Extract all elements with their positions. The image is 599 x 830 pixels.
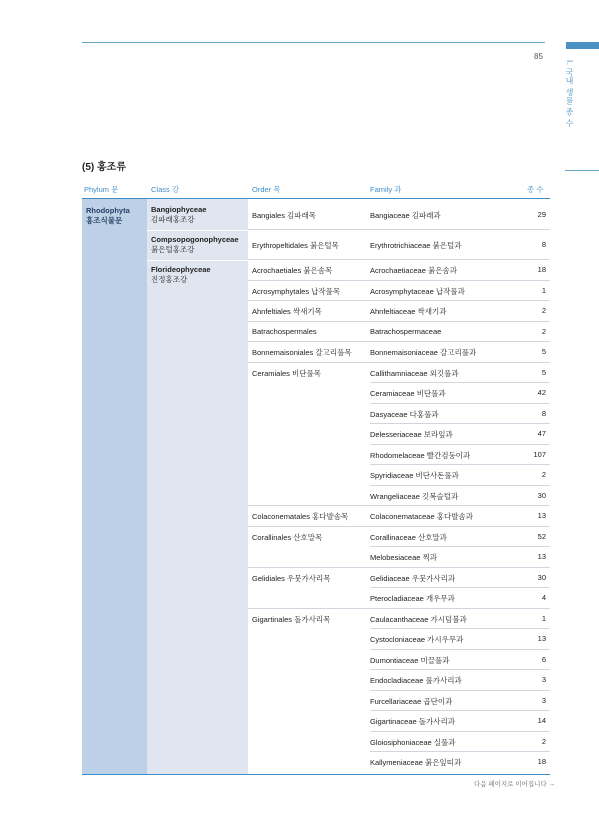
table-row — [248, 301, 550, 322]
family-cell: Endocladiaceae 풀가사리과 — [370, 676, 462, 685]
table-row — [248, 230, 550, 260]
count-cell: 30 — [537, 490, 546, 500]
count-cell: 13 — [537, 634, 546, 643]
count-cell: 4 — [541, 593, 546, 602]
table-row — [248, 506, 550, 527]
class-name-ko: 진정홍조강 — [151, 275, 188, 284]
chapter-tab-marker — [566, 42, 599, 49]
count-cell: 47 — [537, 429, 546, 438]
table-row — [248, 691, 550, 712]
header-order: Order 목 — [252, 185, 281, 194]
header-count: 종 수 — [527, 185, 544, 194]
table-row — [248, 629, 550, 650]
family-cell: Gigartinaceae 돌가사리과 — [370, 717, 456, 726]
order-cell: Acrosymphytales 납작풀목 — [252, 286, 341, 296]
order-cell: Bonnemaisoniales 갈고리풀목 — [252, 348, 352, 357]
family-cell: Acrochaetiaceae 붉은솜과 — [370, 266, 457, 275]
page-number: 85 — [534, 52, 543, 61]
class-cell — [151, 265, 211, 285]
family-cell: Erythrotrichiaceae 붉은털과 — [370, 241, 462, 250]
count-cell: 8 — [541, 408, 546, 418]
class-cell — [151, 205, 206, 225]
family-cell: Bangiaceae 김파래과 — [370, 211, 441, 220]
table-row — [248, 260, 550, 281]
family-cell: Delesseriaceae 보라잎과 — [370, 430, 453, 439]
count-cell: 1 — [541, 613, 546, 623]
count-cell: 18 — [537, 757, 546, 766]
family-cell: Acrosymphytaceae 납작풀과 — [370, 286, 465, 296]
chapter-tab-rule — [565, 170, 599, 171]
family-cell: Melobesiaceae 찍과 — [370, 553, 438, 562]
class-name-en: Florideophyceae — [151, 265, 211, 274]
family-cell: Furcellariaceae 곱단이과 — [370, 696, 453, 706]
family-cell: Ceramiaceae 비단풀과 — [370, 389, 446, 398]
order-cell: Acrochaetiales 붉은솜목 — [252, 266, 333, 275]
family-cell: Wrangeliaceae 깃복슬털과 — [370, 491, 459, 501]
class-name-ko: 붉은털홍조강 — [151, 245, 195, 254]
continue-note: 다음 페이지로 이어집니다 → — [474, 781, 555, 788]
family-cell: Pterocladiaceae 개우무과 — [370, 594, 455, 603]
table-row — [248, 650, 550, 671]
table-row — [248, 547, 550, 568]
count-cell: 13 — [537, 552, 546, 561]
count-cell: 29 — [537, 210, 546, 219]
family-cell: Cystocloniaceae 가시우무과 — [370, 635, 464, 644]
table-row — [248, 281, 550, 302]
count-cell: 13 — [537, 511, 546, 520]
table-row — [248, 465, 550, 486]
count-cell: 42 — [537, 388, 546, 397]
count-cell: 18 — [537, 265, 546, 274]
table-row — [248, 486, 550, 507]
family-cell: Rhodomelaceae 빨간검둥이과 — [370, 450, 471, 460]
table-row — [248, 711, 550, 732]
count-cell: 2 — [541, 470, 546, 479]
class-divider — [147, 230, 248, 231]
table-row — [248, 609, 550, 630]
class-cell — [151, 235, 239, 255]
table-row — [248, 383, 550, 404]
table-row — [248, 588, 550, 609]
table-row — [248, 322, 550, 343]
count-cell: 5 — [541, 347, 546, 356]
class-divider — [147, 260, 248, 261]
count-cell: 107 — [533, 449, 546, 459]
table-row — [248, 752, 550, 773]
header-class: Class 강 — [151, 185, 180, 194]
order-cell: Erythropeltidales 붉은털목 — [252, 241, 339, 250]
count-cell: 2 — [541, 326, 546, 336]
count-cell: 14 — [537, 716, 546, 725]
family-cell: Caulacanthaceae 가시덤불과 — [370, 614, 467, 624]
count-cell: 5 — [541, 367, 546, 377]
header-family: Family 과 — [370, 185, 402, 194]
table-row — [248, 732, 550, 753]
family-cell: Dasyaceae 다홍풀과 — [370, 409, 439, 419]
class-column — [147, 199, 248, 774]
order-cell: Corallinales 산호말목 — [252, 532, 323, 542]
family-cell: Gloiosiphoniaceae 실풀과 — [370, 737, 456, 747]
table-row — [248, 363, 550, 384]
order-cell: Bangiales 김파래목 — [252, 211, 317, 220]
phylum-column — [82, 199, 147, 774]
count-cell: 6 — [541, 654, 546, 664]
table-row — [248, 670, 550, 691]
count-cell: 1 — [541, 285, 546, 295]
chapter-tab-label: I. 국내 생물 종 수 — [565, 60, 574, 128]
count-cell: 3 — [541, 695, 546, 705]
header-phylum: Phylum 문 — [84, 185, 119, 194]
table-row — [248, 424, 550, 445]
order-cell: Gelidiales 우뭇가사리목 — [252, 573, 331, 583]
family-cell: Bonnemaisoniaceae 갈고리풀과 — [370, 348, 477, 357]
family-cell: Callithamniaceae 외깃풀과 — [370, 368, 459, 378]
class-name-en: Bangiophyceae — [151, 205, 207, 214]
table-row — [248, 404, 550, 425]
order-cell: Ceramiales 비단풀목 — [252, 368, 321, 378]
class-name-ko: 김파래홍조강 — [151, 215, 195, 224]
table-row — [248, 342, 550, 363]
family-cell: Colaconemataceae 홍다발솜과 — [370, 512, 473, 521]
family-cell: Gelidiaceae 우뭇가사리과 — [370, 573, 456, 583]
table-row — [248, 568, 550, 589]
table-row — [248, 527, 550, 548]
family-cell: Kallymeniaceae 붉은잎띠과 — [370, 758, 462, 767]
section-title: (5) 홍조류 — [82, 162, 126, 173]
count-cell: 2 — [541, 736, 546, 746]
table-row — [248, 199, 550, 230]
top-rule — [82, 42, 545, 43]
table-row — [248, 445, 550, 466]
family-cell: Corallinaceae 산호말과 — [370, 532, 447, 542]
table-bottom-rule — [82, 774, 550, 775]
count-cell: 2 — [541, 306, 546, 315]
family-cell: Spyridiaceae 비단사돈풀과 — [370, 471, 459, 480]
count-cell: 8 — [541, 240, 546, 249]
order-cell: Ahnfeltiales 싹새기목 — [252, 307, 322, 316]
phylum-name-en: Rhodophyta — [86, 206, 130, 215]
order-cell: Batrachospermales — [252, 326, 317, 336]
family-cell: Batrachospermaceae — [370, 326, 442, 336]
order-cell: Gigartinales 돌가사리목 — [252, 614, 331, 624]
class-name-en: Compsopogonophyceae — [151, 235, 239, 244]
family-cell: Dumontiaceae 미끌풀과 — [370, 655, 450, 665]
order-cell: Colaconematales 홍다발솜목 — [252, 512, 349, 521]
count-cell: 3 — [541, 675, 546, 684]
family-cell: Ahnfeltiaceae 싹새기과 — [370, 307, 447, 316]
count-cell: 52 — [537, 531, 546, 541]
count-cell: 30 — [537, 572, 546, 582]
phylum-name-ko: 홍조식물문 — [86, 216, 123, 225]
phylum-cell — [86, 206, 130, 226]
